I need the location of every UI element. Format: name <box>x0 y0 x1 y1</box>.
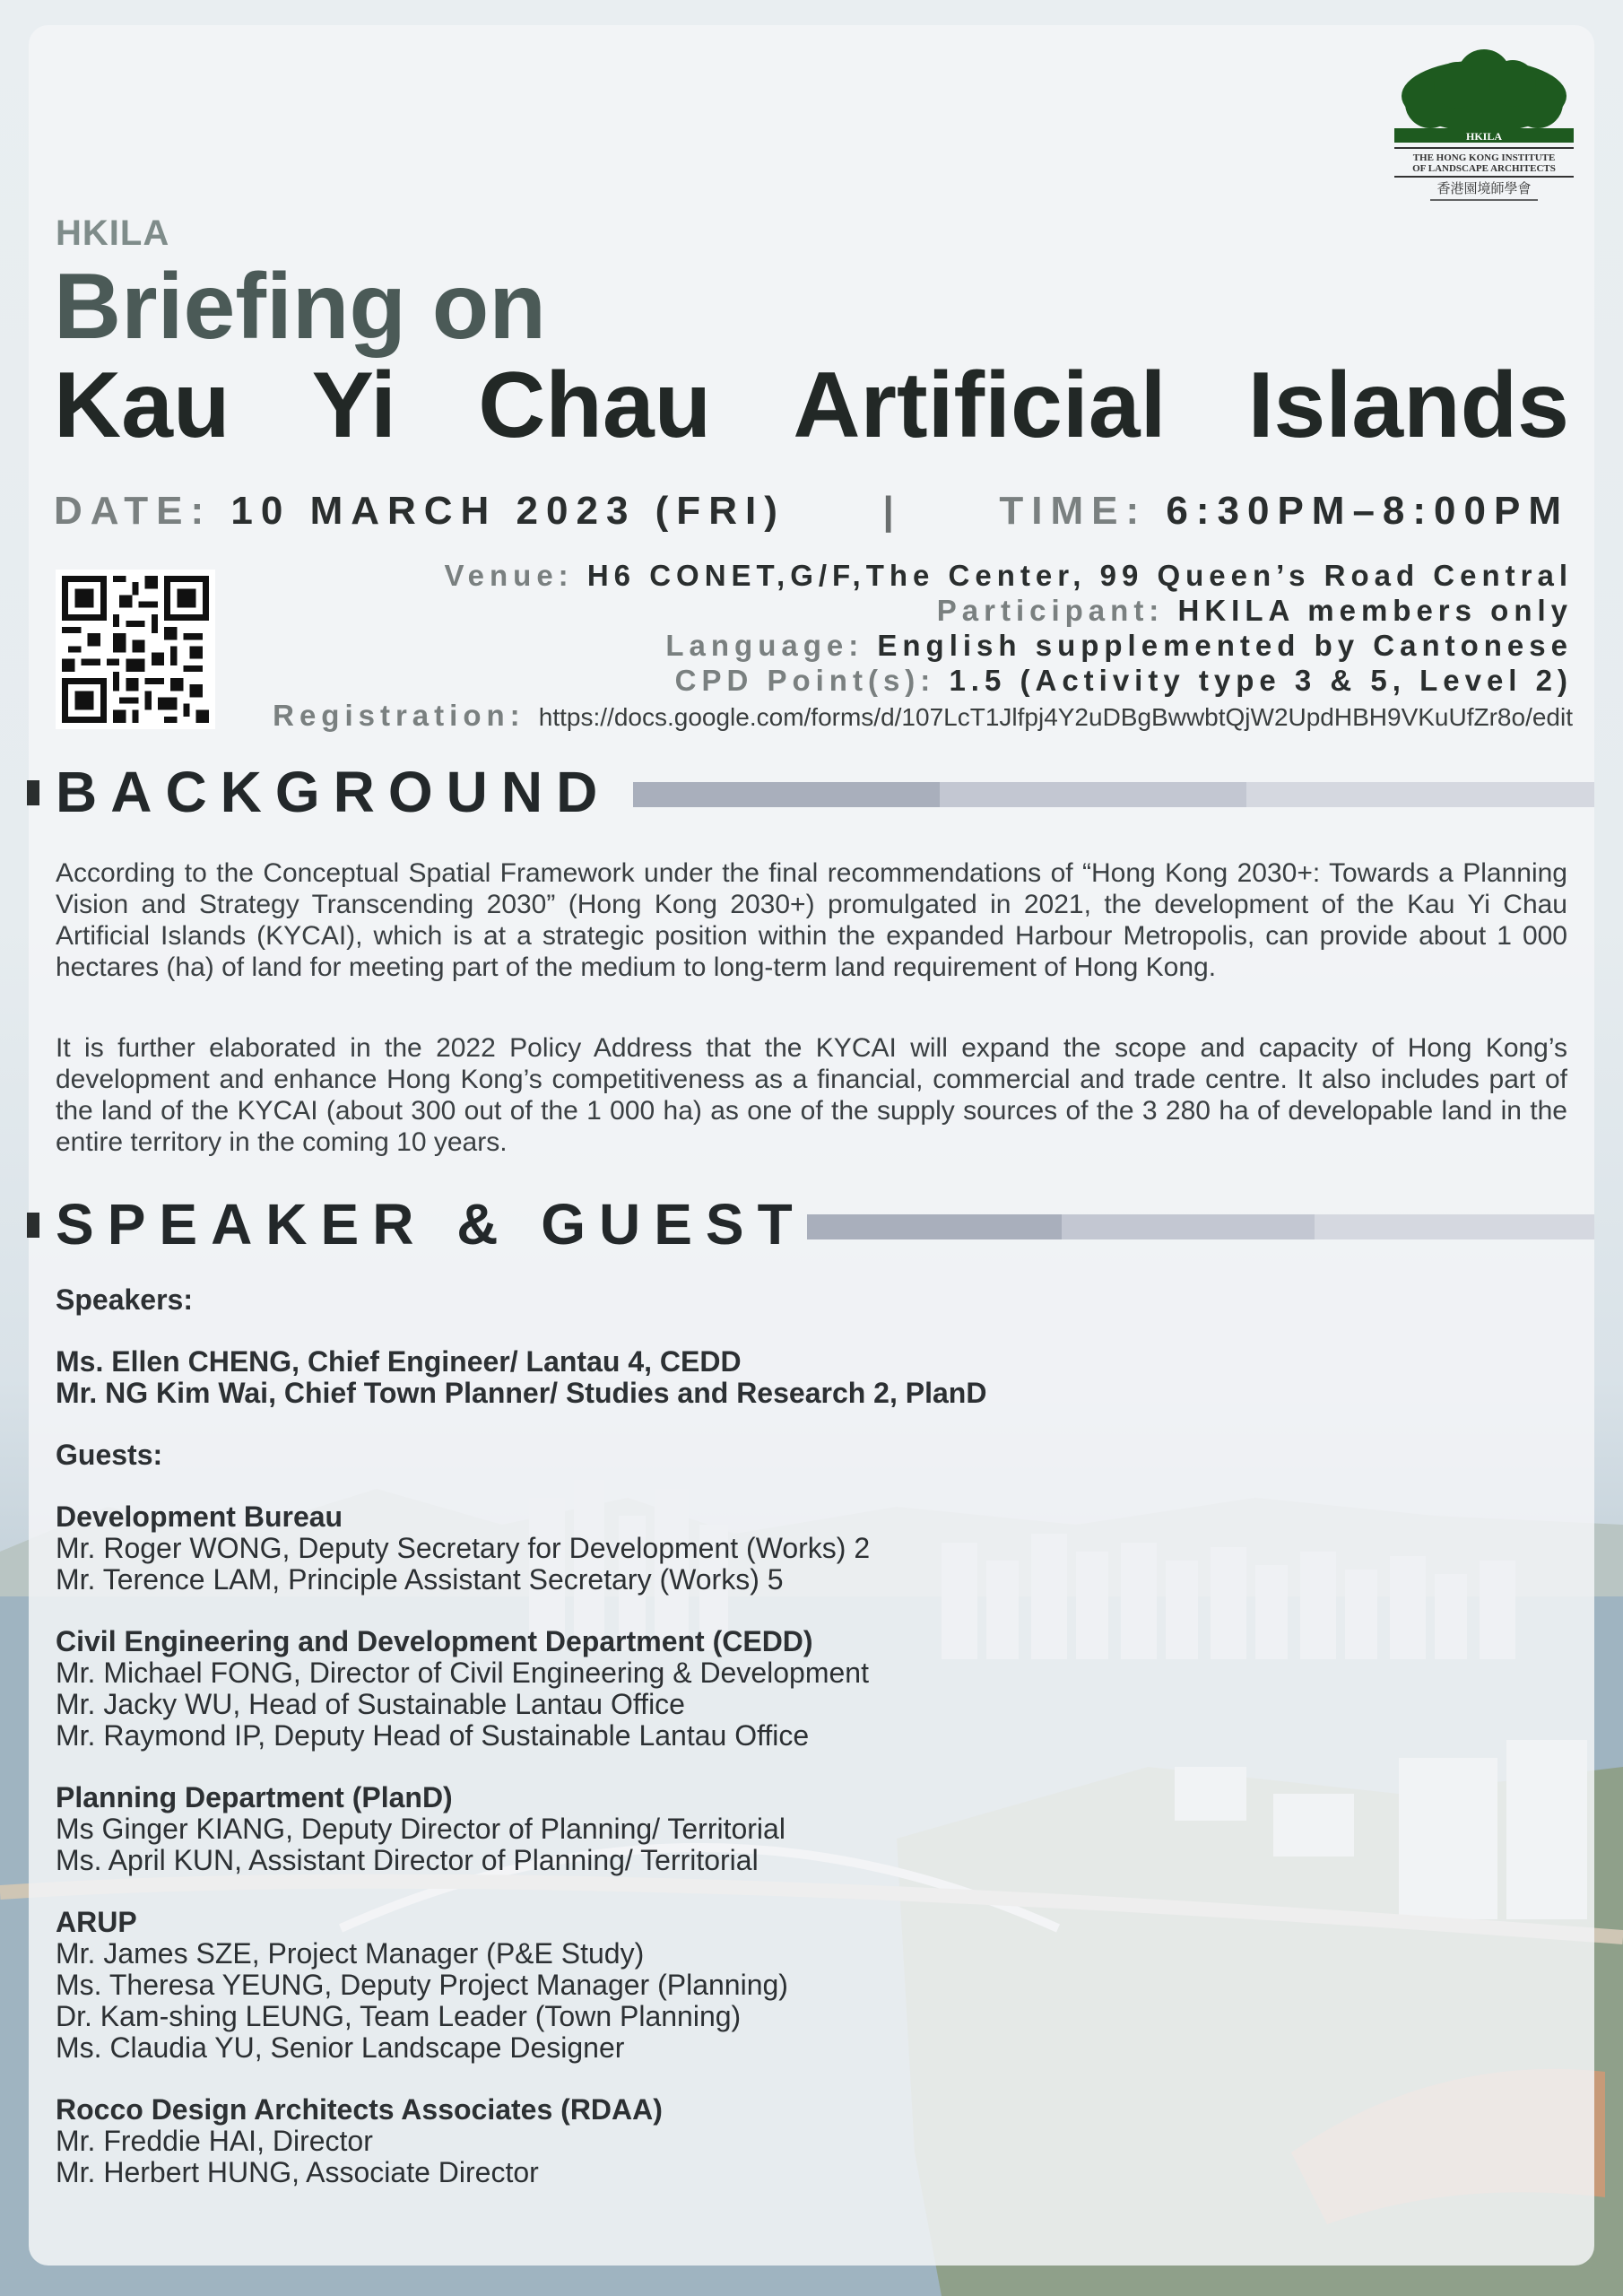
registration-link[interactable]: https://docs.google.com/forms/d/107LcT1Jlfpj4Y2uDBgBwwbtQjW2UpdHBH9VKuUfZr8o/edit <box>538 703 1573 731</box>
date-time-line <box>54 489 1569 534</box>
section-bar <box>1062 1214 1315 1239</box>
guest-org: Planning Department (PlanD) <box>56 1781 453 1813</box>
language-row <box>228 628 1573 663</box>
guest-item: Dr. Kam-shing LEUNG, Team Leader (Town Planning) <box>56 2000 742 2032</box>
date-label: DATE: <box>54 489 213 533</box>
detail-label: Participant: <box>936 594 1165 627</box>
guest-org: Rocco Design Architects Associates (RDAA) <box>56 2093 663 2126</box>
title-word: Kau <box>54 353 230 457</box>
logo-abbr: HKILA <box>1465 130 1503 143</box>
guest-item: Ms Ginger KIANG, Deputy Director of Planning/ Territorial <box>56 1813 785 1845</box>
org-label: HKILA <box>56 213 170 253</box>
guest-item: Mr. Freddie HAI, Director <box>56 2125 373 2157</box>
section-bar <box>633 782 940 807</box>
section-heading: BACKGROUND <box>56 760 612 824</box>
guest-item: Ms. Claudia YU, Senior Landscape Designer <box>56 2031 625 2064</box>
background-paragraph: According to the Conceptual Spatial Framework under the final recommendations of “Hong Kong 2030+: Towards a Planning Vision and Strategy Transcending 2030” (Hong Kong 2030+) promulgated in 2021, the development of the Kau Yi Chau Artificial Islands (KYCAI), which is at a strategic position within the expanded Harbour Metropolis, can provide about 1 000 hectares (ha) of land for meeting part of the medium to long-term land requirement of Hong Kong. <box>56 858 1567 982</box>
logo-name-zh: 香港園境師學會 <box>1436 180 1532 196</box>
detail-label: CPD Point(s): <box>674 664 936 697</box>
guest-org: Development Bureau <box>56 1500 343 1533</box>
date-value: 10 MARCH 2023 (FRI) <box>230 489 785 533</box>
speakers-section-header <box>0 1193 1623 1256</box>
detail-label: Language: <box>665 629 864 662</box>
title-line-2 <box>54 353 1569 457</box>
speaker-list <box>56 1284 1221 2188</box>
speakers-label: Speakers: <box>56 1283 193 1316</box>
logo-name-en: THE HONG KONG INSTITUTE OF LANDSCAPE ARCHITECTS <box>1412 152 1556 174</box>
guests-label: Guests: <box>56 1439 163 1471</box>
section-bar <box>1246 782 1594 807</box>
guest-item: Mr. Raymond IP, Deputy Head of Sustainable Lantau Office <box>56 1719 810 1752</box>
section-marker <box>27 780 39 805</box>
tree-logo-icon <box>1394 49 1574 143</box>
qr-code-icon[interactable] <box>56 570 215 729</box>
speaker-item: Mr. NG Kim Wai, Chief Town Planner/ Studies and Research 2, PlanD <box>56 1377 987 1409</box>
participant-row <box>228 593 1573 628</box>
registration-row <box>228 698 1573 733</box>
section-marker <box>27 1213 39 1238</box>
time-label: TIME: <box>999 489 1148 533</box>
background-section-header <box>0 761 1623 823</box>
section-bar <box>1315 1214 1594 1239</box>
section-bar <box>807 1214 1062 1239</box>
title-word: Islands <box>1247 353 1569 457</box>
guest-item: Mr. James SZE, Project Manager (P&E Study) <box>56 1937 645 1970</box>
guest-item: Mr. Jacky WU, Head of Sustainable Lantau Office <box>56 1688 685 1720</box>
cpd-row <box>228 663 1573 698</box>
guest-item: Ms. Theresa YEUNG, Deputy Project Manager (Planning) <box>56 1969 788 2001</box>
title-line-1: Briefing on <box>54 255 546 359</box>
time-value: 6:30PM–8:00PM <box>1166 489 1569 533</box>
separator: | <box>882 489 902 533</box>
guest-item: Ms. April KUN, Assistant Director of Planning/ Territorial <box>56 1844 759 1876</box>
detail-value: H6 CONET,G/F,The Center, 99 Queen’s Road Central <box>586 559 1573 592</box>
hkila-logo <box>1394 49 1574 224</box>
detail-value: English supplemented by Cantonese <box>877 629 1573 662</box>
guest-item: Mr. Michael FONG, Director of Civil Engineering & Development <box>56 1657 869 1689</box>
title-word: Artificial <box>793 353 1167 457</box>
section-heading: SPEAKER & GUEST <box>56 1192 806 1257</box>
background-paragraph: It is further elaborated in the 2022 Policy Address that the KYCAI will expand the scope and capacity of Hong Kong’s development and enhance Hong Kong’s competitiveness as a financial, commercial and trade centre. It also includes part of the land of the KYCAI (about 300 out of the 1 000 ha) as one of the supply sources of the 3 280 ha of developable land in the entire territory in the coming 10 years. <box>56 1033 1567 1157</box>
guest-item: Mr. Terence LAM, Principle Assistant Secretary (Works) 5 <box>56 1563 784 1596</box>
section-bar <box>940 782 1246 807</box>
guest-item: Mr. Roger WONG, Deputy Secretary for Development (Works) 2 <box>56 1532 871 1564</box>
detail-label: Venue: <box>444 559 574 592</box>
speaker-item: Ms. Ellen CHENG, Chief Engineer/ Lantau 4, CEDD <box>56 1345 742 1378</box>
guest-item: Mr. Herbert HUNG, Associate Director <box>56 2156 539 2188</box>
detail-label: Registration: <box>273 699 525 732</box>
title-word: Yi <box>311 353 397 457</box>
venue-row <box>228 558 1573 593</box>
guest-org: ARUP <box>56 1906 137 1938</box>
detail-value: 1.5 (Activity type 3 & 5, Level 2) <box>949 664 1573 697</box>
guest-org: Civil Engineering and Development Department (CEDD) <box>56 1625 813 1657</box>
title-word: Chau <box>478 353 712 457</box>
event-details <box>228 558 1573 733</box>
detail-value: HKILA members only <box>1177 594 1573 627</box>
